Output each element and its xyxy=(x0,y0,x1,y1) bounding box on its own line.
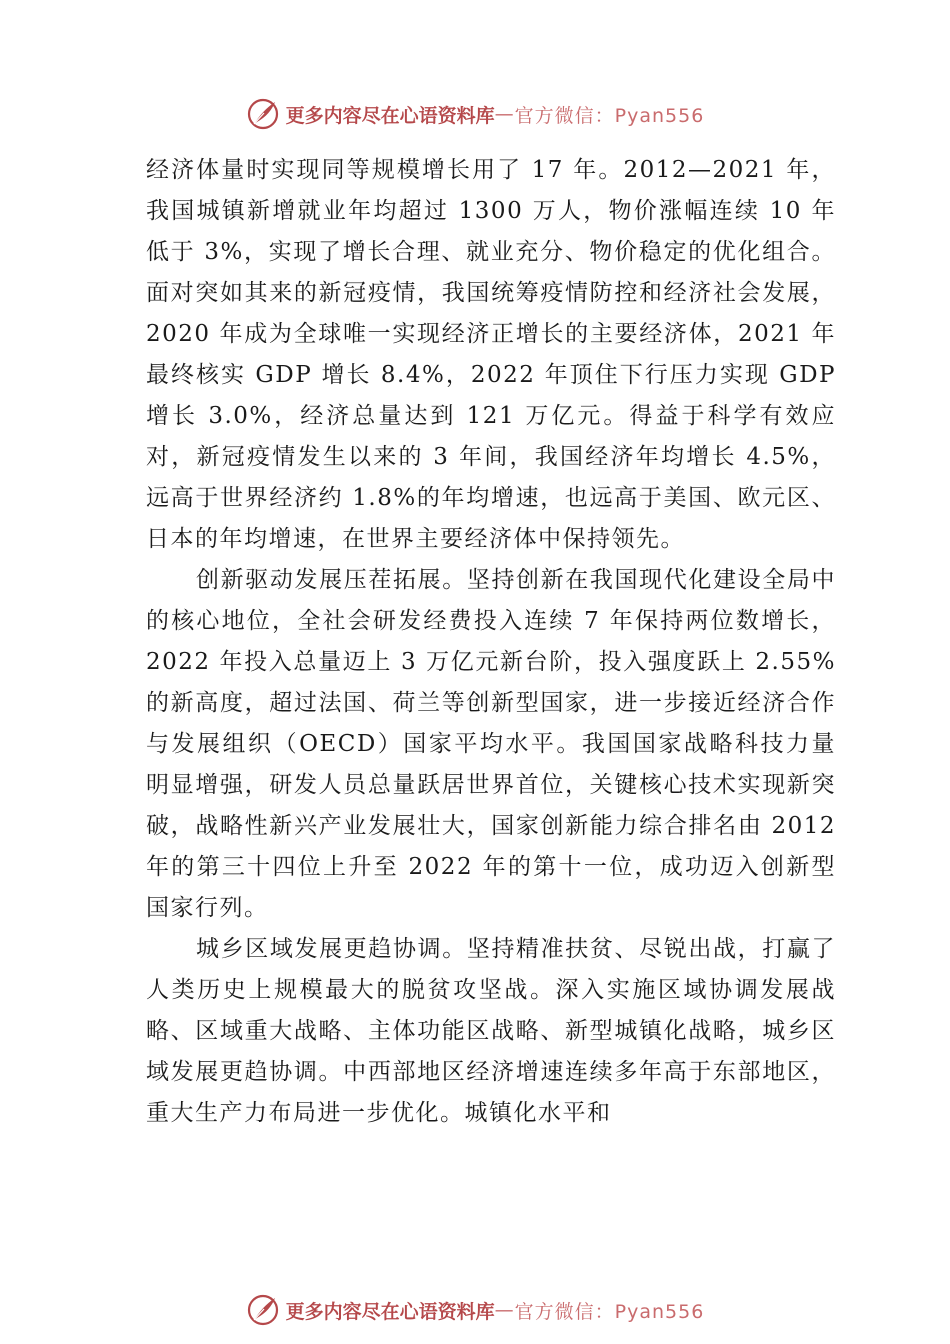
watermark-main-text: 更多内容尽在心语资料库 xyxy=(285,1300,495,1323)
paragraph-innovation: 创新驱动发展压茬拓展。坚持创新在我国现代化建设全局中的核心地位，全社会研发经费投入连续 7 年保持两位数增长，2022 年投入总量迈上 3 万亿元新台阶，投入强度跃上 2.55%的新高度，超过法国、荷兰等创新型国家，进一步接近经济合作与发展组织（OECD）国家平均水平。我国国家战略科技力量明显增强，研发人员总量跃居世界首位，关键核心技术实现新突破，战略性新兴产业发展壮大，国家创新能力综合排名由 2012 年的第三十四位上升至 2022 年的第十一位，成功迈入创新型国家行列。 xyxy=(146,567,836,921)
document-body xyxy=(146,150,836,1134)
watermark-sub-text: 官方微信：Pyan556 xyxy=(514,104,705,127)
quill-logo-icon xyxy=(246,1293,280,1327)
paragraph-economy: 经济体量时实现同等规模增长用了 17 年。2012—2021 年，我国城镇新增就业年均超过 1300 万人，物价涨幅连续 10 年低于 3%，实现了增长合理、就业充分、物价稳定的优化组合。面对突如其来的新冠疫情，我国统筹疫情防控和经济社会发展，2020 年成为全球唯一实现经济正增长的主要经济体，2021 年最终核实 GDP 增长 8.4%，2022 年顶住下行压力实现 GDP 增长 3.0%，经济总量达到 121 万亿元。得益于科学有效应对，新冠疫情发生以来的 3 年间，我国经济年均增长 4.5%，远高于世界经济约 1.8%的年均增速，也远高于美国、欧元区、日本的年均增速，在世界主要经济体中保持领先。 xyxy=(146,157,836,552)
header-watermark xyxy=(0,94,950,134)
watermark-sub-text: 官方微信：Pyan556 xyxy=(514,1300,705,1323)
watermark-dash: — xyxy=(494,1299,515,1321)
watermark-dash: — xyxy=(494,103,515,125)
watermark-main-text: 更多内容尽在心语资料库 xyxy=(285,104,495,127)
paragraph-regional: 城乡区域发展更趋协调。坚持精准扶贫、尽锐出战，打赢了人类历史上规模最大的脱贫攻坚战。深入实施区域协调发展战略、区域重大战略、主体功能区战略、新型城镇化战略，城乡区域发展更趋协调。中西部地区经济增速连续多年高于东部地区，重大生产力布局进一步优化。城镇化水平和 xyxy=(146,936,836,1126)
quill-logo-icon xyxy=(246,97,280,131)
footer-watermark xyxy=(0,1290,950,1330)
